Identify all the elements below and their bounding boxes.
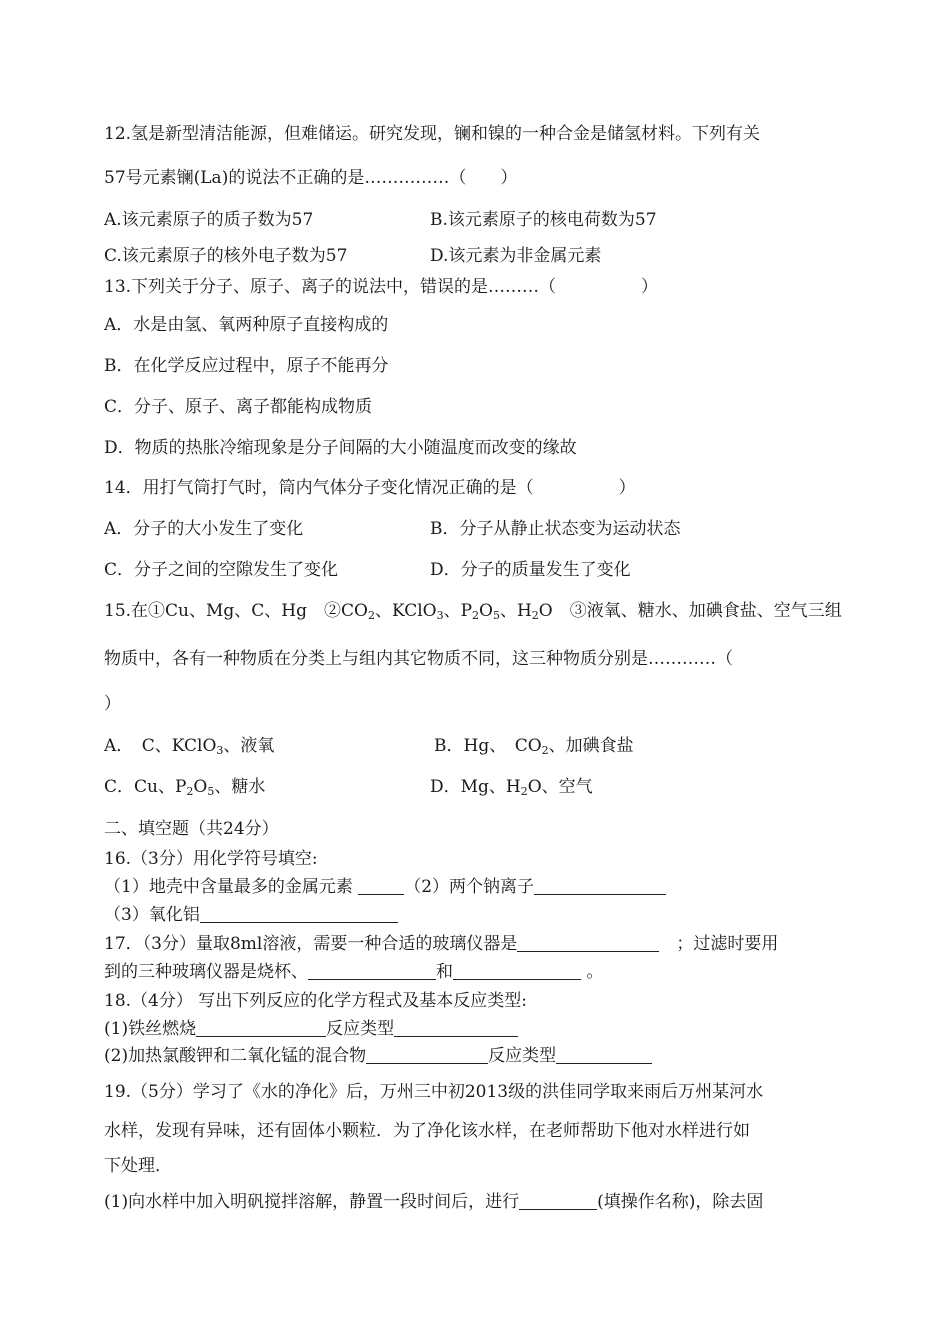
q15-option-a: A． C、KClO$_3$、液氧 (104, 736, 275, 757)
q13-option-d: D．物质的热胀冷缩现象是分子间隔的大小随温度而改变的缘故 (104, 438, 577, 458)
q12-option-c: C.该元素原子的核外电子数为57 (104, 246, 348, 266)
q13-option-b: B．在化学反应过程中，原子不能再分 (104, 356, 389, 376)
q15-option-c: C．Cu、$P_2O_5$、糖水 (104, 777, 266, 798)
answer-blank[interactable] (308, 961, 436, 980)
answer-blank[interactable] (366, 1045, 488, 1064)
answer-blank[interactable] (196, 1018, 326, 1037)
q14-option-b: B．分子从静止状态变为运动状态 (430, 519, 681, 539)
q15-stem-line2: 物质中，各有一种物质在分类上与组内其它物质不同，这三种物质分别是…………（ (104, 649, 733, 669)
q13-option-a: A．水是由氢、氧两种原子直接构成的 (104, 315, 389, 335)
answer-blank[interactable] (394, 1018, 518, 1037)
q19-line1: 19.（5分）学习了《水的净化》后，万州三中初2013级的洪佳同学取来雨后万州某河水 (104, 1082, 764, 1102)
q15-stem-line3: ） (104, 694, 121, 714)
answer-blank[interactable] (517, 933, 659, 952)
q15-stem-line1: 15.在①Cu、Mg、C、Hg $②CO_2$、KClO$_3$、$P_2O_5$、$H_2O$ ③液氧、糖水、加碘食盐、空气三组 (104, 601, 842, 622)
answer-blank[interactable] (534, 876, 666, 895)
answer-blank[interactable] (453, 961, 581, 980)
q12-stem-line2: 57号元素镧(La)的说法不正确的是……………（ ） (104, 168, 518, 188)
q15-option-d: D．Mg、$H_2O$、空气 (430, 777, 593, 798)
q18-stem: 18.（4分） 写出下列反应的化学方程式及基本反应类型: (104, 991, 527, 1011)
answer-blank[interactable] (358, 876, 404, 895)
q16-stem: 16.（3分）用化学符号填空: (104, 849, 318, 869)
q14-stem: 14．用打气筒打气时，筒内气体分子变化情况正确的是（ ） (104, 478, 636, 498)
q19-line4: (1)向水样中加入明矾搅拌溶解，静置一段时间后，进行 (填操作名称)，除去固 (104, 1192, 764, 1212)
q16-item-1: （1）地壳中含量最多的金属元素 （2）两个钠离子 (104, 875, 666, 899)
q14-option-a: A．分子的大小发生了变化 (104, 519, 304, 539)
section-title: 二、填空题（共24分） (104, 819, 279, 839)
answer-blank[interactable] (556, 1045, 652, 1064)
q12-option-b: B.该元素原子的核电荷数为57 (430, 210, 657, 230)
q12-stem-line1: 12.氢是新型清洁能源，但难储运。研究发现，镧和镍的一种合金是储氢材料。下列有关 (104, 124, 761, 144)
q19-line2: 水样，发现有异味，还有固体小颗粒．为了净化该水样，在老师帮助下他对水样进行如 (104, 1121, 750, 1141)
answer-blank[interactable] (519, 1191, 597, 1210)
q13-stem: 13.下列关于分子、原子、离子的说法中，错误的是………（ ） (104, 277, 659, 297)
q17-line1: 17．（3分）量取8ml溶液，需要一种合适的玻璃仪器是 ；过滤时要用 (104, 934, 779, 954)
q15-option-b: B．Hg、 $CO_2$、加碘食盐 (434, 736, 634, 757)
q19-line3: 下处理． (104, 1156, 172, 1176)
q18-item-2: (2)加热氯酸钾和二氧化锰的混合物 反应类型 (104, 1044, 652, 1068)
q12-option-a: A.该元素原子的质子数为57 (104, 210, 314, 230)
answer-blank[interactable] (200, 904, 398, 923)
q14-option-c: C．分子之间的空隙发生了变化 (104, 560, 339, 580)
q14-option-d: D．分子的质量发生了变化 (430, 560, 631, 580)
q13-option-c: C．分子、原子、离子都能构成物质 (104, 397, 373, 417)
q12-option-d: D.该元素为非金属元素 (430, 246, 602, 266)
q18-item-1: (1)铁丝燃烧 反应类型 (104, 1017, 518, 1041)
q17-line2: 到的三种玻璃仪器是烧杯、 和 。 (104, 962, 604, 982)
q16-item-3: （3）氧化铝 (104, 903, 398, 927)
